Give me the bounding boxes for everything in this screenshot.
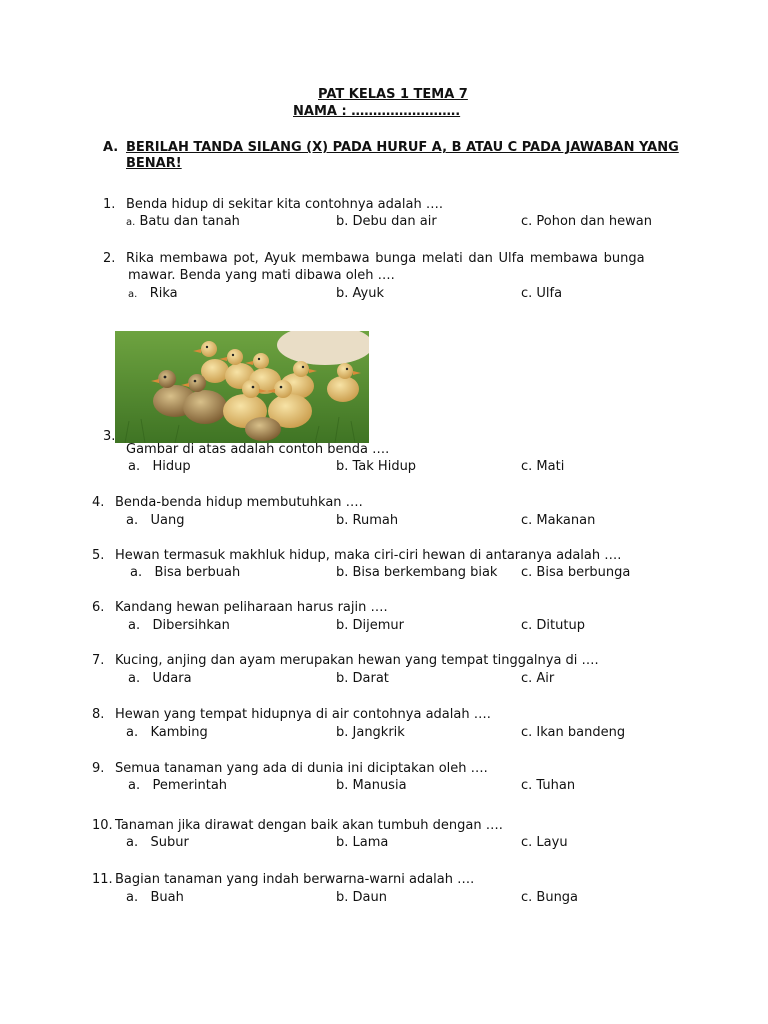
option-b[interactable]: b. Debu dan air <box>336 214 437 229</box>
option-a[interactable] <box>126 214 240 231</box>
option-c[interactable]: c. Layu <box>521 835 568 850</box>
option-a[interactable]: a. Hidup <box>128 459 191 474</box>
question-number: 4. <box>92 495 105 510</box>
question-number: 11. <box>92 872 113 887</box>
question-text: Tanaman jika dirawat dengan baik akan tumbuh dengan …. <box>115 818 503 833</box>
question-text: Rika membawa pot, Ayuk membawa bunga melati dan Ulfa membawa bunga <box>126 251 645 266</box>
option-b[interactable]: b. Daun <box>336 890 387 905</box>
page-title: PAT KELAS 1 TEMA 7 <box>318 87 468 102</box>
option-c[interactable]: c. Makanan <box>521 513 596 528</box>
question-number: 10. <box>92 818 113 833</box>
question-text: Kandang hewan peliharaan harus rajin …. <box>115 600 388 615</box>
question-number: 3. <box>103 429 116 444</box>
option-a[interactable]: a. Bisa berbuah <box>130 565 241 580</box>
question-number: 5. <box>92 548 105 563</box>
option-a[interactable]: a. Kambing <box>126 725 208 740</box>
instruction-line-2: BENAR! <box>126 156 182 171</box>
option-b[interactable]: b. Ayuk <box>336 286 384 301</box>
option-c[interactable]: c. Ulfa <box>521 286 563 301</box>
option-c[interactable]: c. Mati <box>521 459 565 474</box>
option-c[interactable]: c. Bunga <box>521 890 579 905</box>
option-c[interactable]: c. Pohon dan hewan <box>521 214 652 229</box>
question-number: 7. <box>92 653 105 668</box>
option-a[interactable]: a. Pemerintah <box>128 778 228 793</box>
question-text-continued: mawar. Benda yang mati dibawa oleh …. <box>128 268 395 283</box>
question-text: Semua tanaman yang ada di dunia ini diciptakan oleh …. <box>115 761 488 776</box>
name-field-label: NAMA : ……………………. <box>293 104 461 119</box>
question-text: Benda-benda hidup membutuhkan …. <box>115 495 363 510</box>
section-instruction <box>126 140 679 172</box>
option-a-label: Rika <box>149 286 178 301</box>
option-c[interactable]: c. Ditutup <box>521 618 585 633</box>
option-a-marker: a. <box>126 217 136 228</box>
option-b[interactable]: b. Jangkrik <box>336 725 405 740</box>
option-c[interactable]: c. Air <box>521 671 555 686</box>
option-a[interactable]: a. Subur <box>126 835 189 850</box>
question-text: Hewan termasuk makhluk hidup, maka ciri-ciri hewan di antaranya adalah …. <box>115 548 622 563</box>
question-text: Benda hidup di sekitar kita contohnya adalah …. <box>126 197 443 212</box>
option-b[interactable]: b. Manusia <box>336 778 407 793</box>
option-b[interactable]: b. Bisa berkembang biak <box>336 565 498 580</box>
instruction-line-1: BERILAH TANDA SILANG (X) PADA HURUF A, B ATAU C PADA JAWABAN YANG <box>126 140 679 155</box>
option-a[interactable]: a. Uang <box>126 513 185 528</box>
question-number: 1. <box>103 197 116 212</box>
option-a[interactable]: a. Dibersihkan <box>128 618 230 633</box>
option-c[interactable]: c. Bisa berbunga <box>521 565 631 580</box>
ducklings-photo <box>115 331 369 443</box>
option-a-marker: a. <box>128 289 138 300</box>
question-text: Hewan yang tempat hidupnya di air contohnya adalah …. <box>115 707 491 722</box>
option-b[interactable]: b. Darat <box>336 671 389 686</box>
question-number: 6. <box>92 600 105 615</box>
option-b[interactable]: b. Dijemur <box>336 618 404 633</box>
option-a-label: Batu dan tanah <box>139 214 240 229</box>
option-a[interactable] <box>128 286 178 303</box>
option-b[interactable]: b. Tak Hidup <box>336 459 417 474</box>
option-b[interactable]: b. Rumah <box>336 513 399 528</box>
option-c[interactable]: c. Tuhan <box>521 778 576 793</box>
option-a[interactable]: a. Buah <box>126 890 184 905</box>
question-number: 2. <box>103 251 116 266</box>
option-a[interactable]: a. Udara <box>128 671 192 686</box>
option-b[interactable]: b. Lama <box>336 835 389 850</box>
question-text: Gambar di atas adalah contoh benda …. <box>126 442 390 457</box>
question-text: Kucing, anjing dan ayam merupakan hewan yang tempat tinggalnya di …. <box>115 653 599 668</box>
question-number: 9. <box>92 761 105 776</box>
question-number: 8. <box>92 707 105 722</box>
option-c[interactable]: c. Ikan bandeng <box>521 725 626 740</box>
question-text: Bagian tanaman yang indah berwarna-warni adalah …. <box>115 872 475 887</box>
section-letter: A. <box>103 140 119 155</box>
